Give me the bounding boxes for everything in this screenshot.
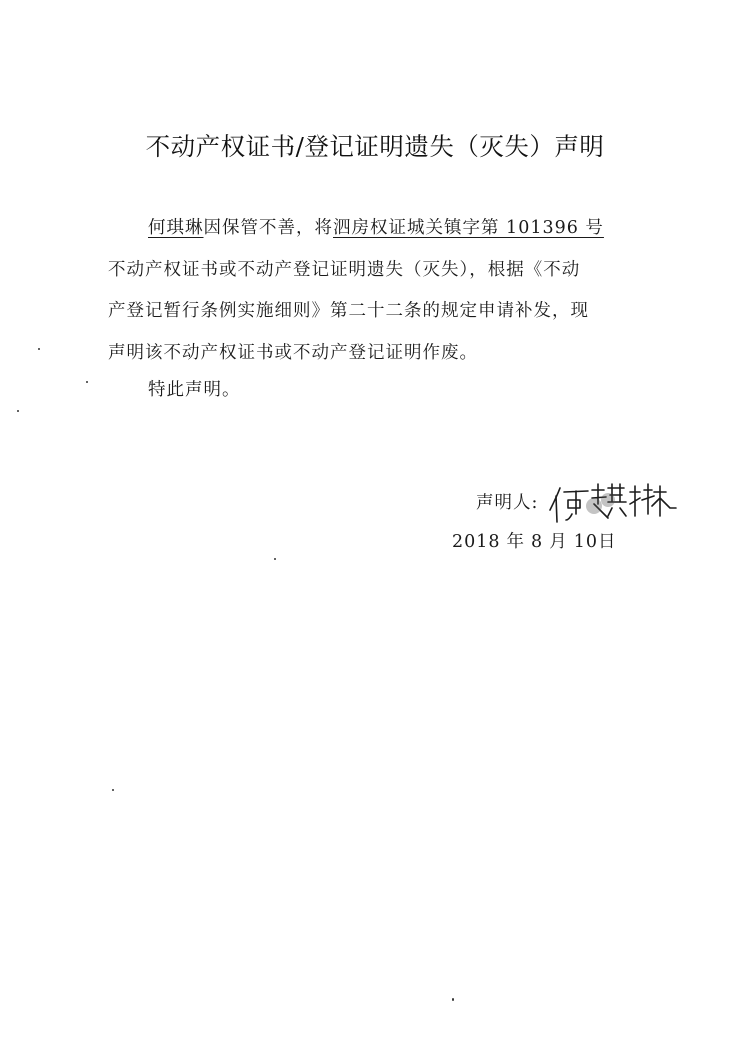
- body-line-1: [148, 214, 678, 239]
- document-title: 不动产权证书/登记证明遗失（灭失）声明: [145, 132, 605, 161]
- date-year: 2018: [452, 532, 501, 552]
- date-month: 8: [531, 532, 544, 552]
- scan-speck: [274, 558, 276, 560]
- scan-speck: [452, 998, 454, 1001]
- handwritten-signature: [548, 478, 678, 528]
- body-line-2: 不动产权证书或不动产登记证明遗失（灭失），根据《不动: [108, 260, 581, 280]
- closing-line: 特此声明。: [148, 380, 241, 400]
- date-day: 10: [573, 532, 598, 552]
- date-day-unit: 日: [597, 532, 617, 552]
- scan-speck: [112, 789, 114, 791]
- body-line-1-text: 因保管不善，将: [203, 218, 333, 238]
- body-line-3: 产登记暂行条例实施细则》第二十二条的规定申请补发，现: [108, 301, 589, 321]
- date-month-unit: 月: [549, 532, 568, 552]
- date-year-unit: 年: [506, 532, 526, 552]
- scan-speck: [38, 348, 40, 350]
- body-line-4: 声明该不动产权证书或不动产登记证明作废。: [108, 343, 478, 363]
- scan-speck: [86, 381, 88, 383]
- declarant-name: 何琪琳: [148, 218, 204, 238]
- certificate-number: 泗房权证城关镇字第 101396 号: [333, 218, 604, 238]
- scan-speck: [17, 410, 19, 412]
- declarant-label: 声明人:: [476, 493, 539, 513]
- declaration-date: [452, 528, 616, 553]
